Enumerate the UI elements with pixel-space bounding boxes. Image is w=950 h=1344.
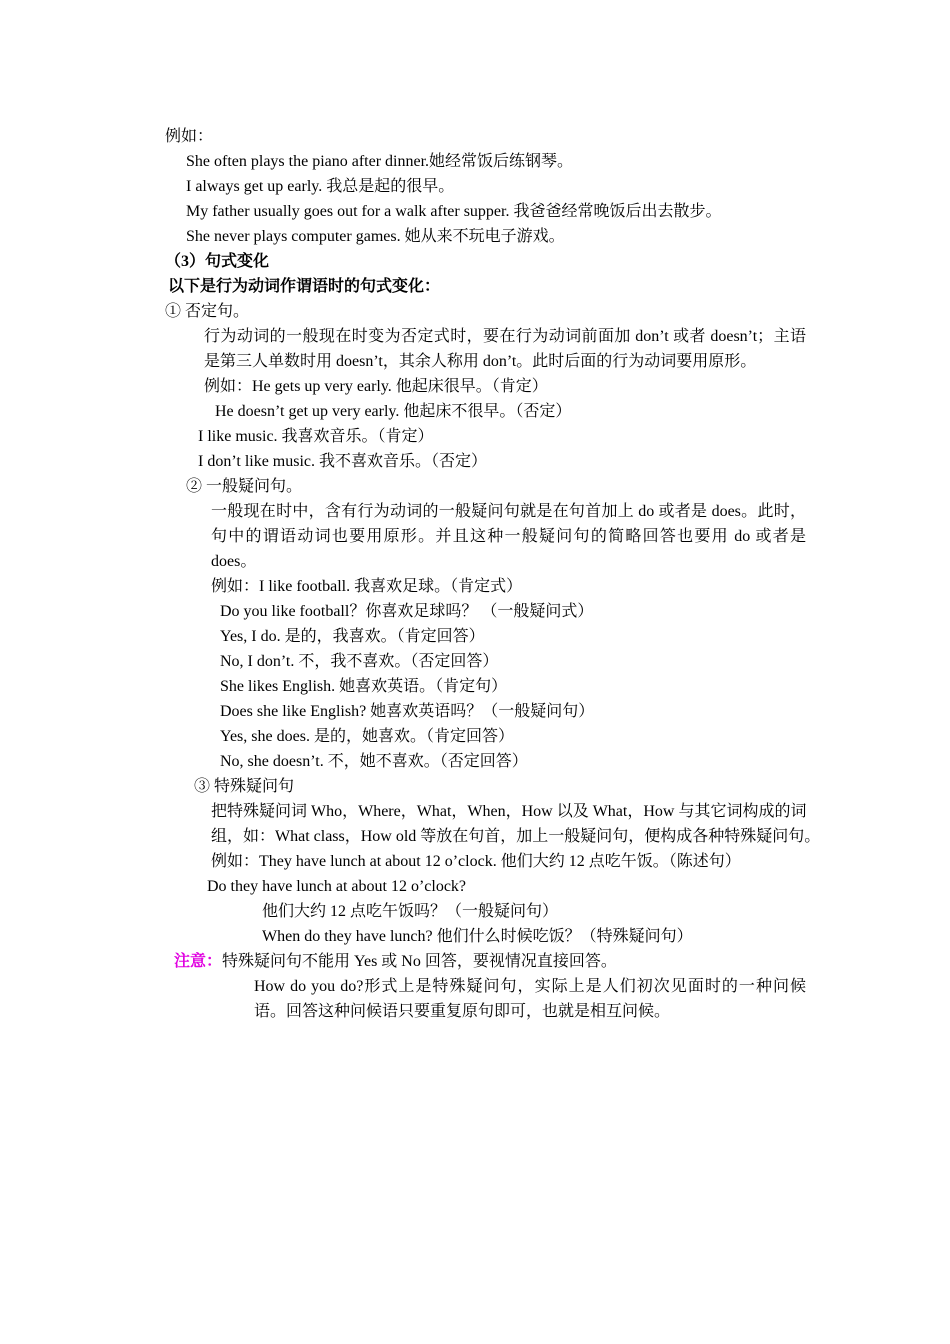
example-line: She never plays computer games. 她从来不玩电子游戏。: [186, 228, 565, 245]
example-line: I always get up early. 我总是起的很早。: [186, 178, 455, 195]
special-question-example: When do they have lunch? 他们什么时候吃饭？（特殊疑问句）: [262, 928, 693, 945]
note-paragraph: [174, 949, 617, 974]
note-extra: How do you do?形式上是特殊疑问句，实际上是人们初次见面时的一种问候: [254, 978, 806, 995]
example-line: She often plays the piano after dinner.她经常饭后练钢琴。: [186, 153, 574, 170]
general-question-example: Yes, she does. 是的，她喜欢。（肯定回答）: [220, 728, 514, 745]
general-question-example: Does she like English? 她喜欢英语吗？（一般疑问句）: [220, 703, 595, 720]
note-extra: 语。回答这种问候语只要重复原句即可，也就是相互问候。: [254, 1003, 671, 1020]
special-question-title: ③ 特殊疑问句: [194, 778, 295, 795]
note-text: 特殊疑问句不能用 Yes 或 No 回答，要视情况直接回答。: [222, 953, 617, 970]
general-question-example: No, I don’t. 不，我不喜欢。（否定回答）: [220, 653, 499, 670]
general-question-example: Do you like football？你喜欢足球吗？ （一般疑问式）: [220, 603, 594, 620]
negative-example: He doesn’t get up very early. 他起床不很早。（否定）: [215, 403, 572, 420]
example-intro: 例如：: [165, 128, 214, 145]
negative-example: 例如：He gets up very early. 他起床很早。（肯定）: [204, 378, 548, 395]
special-question-example: 他们大约 12 点吃午饭吗？（一般疑问句）: [262, 903, 559, 920]
special-question-desc: 把特殊疑问词 Who，Where，What，When，How 以及 What，How 与其它词构成的词: [211, 803, 807, 820]
general-question-title: ② 一般疑问句。: [186, 478, 303, 495]
special-question-desc: 组，如：What class，How old 等放在句首，加上一般疑问句，便构成各种特殊疑问句。: [211, 828, 821, 845]
special-question-example: Do they have lunch at about 12 o’clock?: [207, 878, 467, 895]
negative-example: I like music. 我喜欢音乐。（肯定）: [198, 428, 434, 445]
negative-title: ① 否定句。: [165, 303, 250, 320]
special-question-example: 例如：They have lunch at about 12 o’clock. 他们大约 12 点吃午饭。（陈述句）: [211, 853, 741, 870]
general-question-desc: does。: [211, 553, 257, 570]
section-heading: （3）句式变化: [165, 253, 270, 270]
general-question-example: 例如：I like football. 我喜欢足球。（肯定式）: [211, 578, 523, 595]
general-question-example: She likes English. 她喜欢英语。（肯定句）: [220, 678, 508, 695]
general-question-desc: 一般现在时中，含有行为动词的一般疑问句就是在句首加上 do 或者是 does。此时，: [211, 503, 806, 520]
negative-desc: 是第三人单数时用 doesn’t，其余人称用 don’t。此时后面的行为动词要用原形。: [204, 353, 757, 370]
example-line: My father usually goes out for a walk after supper. 我爸爸经常晚饭后出去散步。: [186, 203, 722, 220]
general-question-example: No, she doesn’t. 不，她不喜欢。（否定回答）: [220, 753, 528, 770]
section-subheading: 以下是行为动词作谓语时的句式变化：: [168, 278, 441, 295]
negative-example: I don’t like music. 我不喜欢音乐。（否定）: [198, 453, 488, 470]
note-label: 注意：: [174, 953, 223, 970]
general-question-example: Yes, I do. 是的，我喜欢。（肯定回答）: [220, 628, 485, 645]
negative-desc: 行为动词的一般现在时变为否定式时，要在行为动词前面加 don’t 或者 doesn’t；主语: [204, 328, 806, 345]
general-question-desc: 句中的谓语动词也要用原形。并且这种一般疑问句的简略回答也要用 do 或者是: [211, 528, 806, 545]
